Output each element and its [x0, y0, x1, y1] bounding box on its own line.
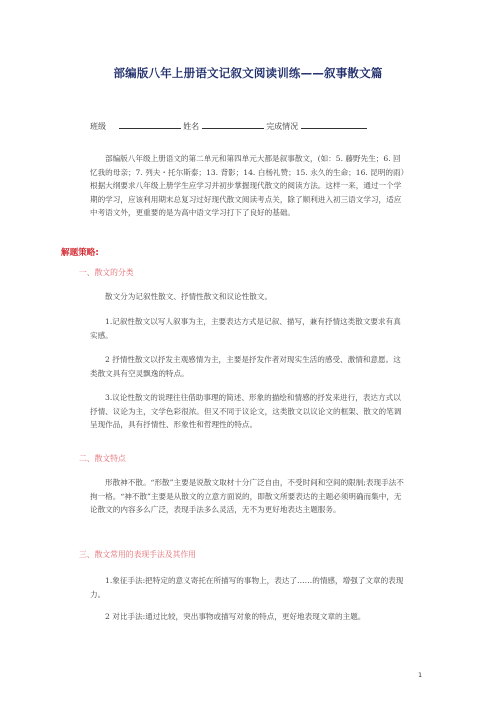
name-field[interactable]: [202, 120, 264, 129]
status-label: 完成情况: [266, 122, 299, 131]
class-label: 班级: [90, 122, 106, 131]
student-info-line: [90, 120, 367, 132]
section1-paragraph: 3.议论性散文的说理往往借助事理的简述、形象的描绘和情感的抒发来进行，表达方式以抒情、议论为主，文学色彩很浓。但又不同于议论文，这类散文以议论文的框架、散文的笔调呈现作品，具有抒情性、形象性和哲理性的特点。: [90, 393, 402, 429]
page-title: 部编版八年上册语文记叙文阅读训练——叙事散文篇: [113, 66, 383, 80]
section-heading-classification: 一、散文的分类: [79, 268, 134, 277]
name-label: 姓名: [183, 122, 200, 131]
section-heading-techniques: 三、散文常用的表现手法及其作用: [79, 550, 196, 559]
section1-paragraph: 散文分为记叙性散文、抒情性散文和议论性散文。: [105, 292, 273, 301]
section1-paragraph: 2 抒情性散文以抒发主观感情为主，主要是抒发作者对现实生活的感受、激情和意愿。这类散文具有空灵飘逸的特点。: [90, 355, 401, 378]
intro-paragraph: 部编版八年级上册语文的第二单元和第四单元大都是叙事散文，(如：5. 藤野先生；6. 回忆我的母亲；7. 列夫・托尔斯泰；13. 背影；14. 白杨礼赞；15. 永久的生命；16. 昆明的雨）根据大纲要求八年级上册学生应学习并初步掌握现代散文的阅读方法。这样一来，通过一个学期的学习，应该利用期末总复习过好现代散文阅读考点关，除了顺利进入初三语文学习，适应中考语文外，更重要的是为高中语文学习打下了良好的基础。: [90, 154, 405, 217]
class-field[interactable]: [119, 120, 181, 129]
section3-paragraph: 1.象征手法:把特定的意义寄托在所描写的事物上，表达了……的情感，增强了文章的表现力。: [90, 576, 404, 599]
page-number: 1: [418, 671, 423, 679]
section1-paragraph: 1.记叙性散文以写人叙事为主，主要表达方式是记叙、描写，兼有抒情这类散文要求有真实感。: [90, 317, 401, 340]
status-field[interactable]: [301, 120, 367, 129]
section3-paragraph: 2 对比手法:通过比较，突出事物或描写对象的特点，更好地表现文章的主题。: [105, 612, 366, 621]
section-heading-features: 二、散文特点: [79, 454, 126, 463]
strategy-heading: 解题策略:: [61, 248, 99, 258]
section2-paragraph: 形散神不散。“形散”主要是说散文取材十分广泛自由，不受时间和空间的限制;表现手法不拘一格。“神不散”主要是从散文的立意方面说的，即散文所要表达的主题必须明确而集中，无论散文的内容多么广泛，表现手法多么灵活，无不为更好地表达主题服务。: [90, 478, 404, 514]
